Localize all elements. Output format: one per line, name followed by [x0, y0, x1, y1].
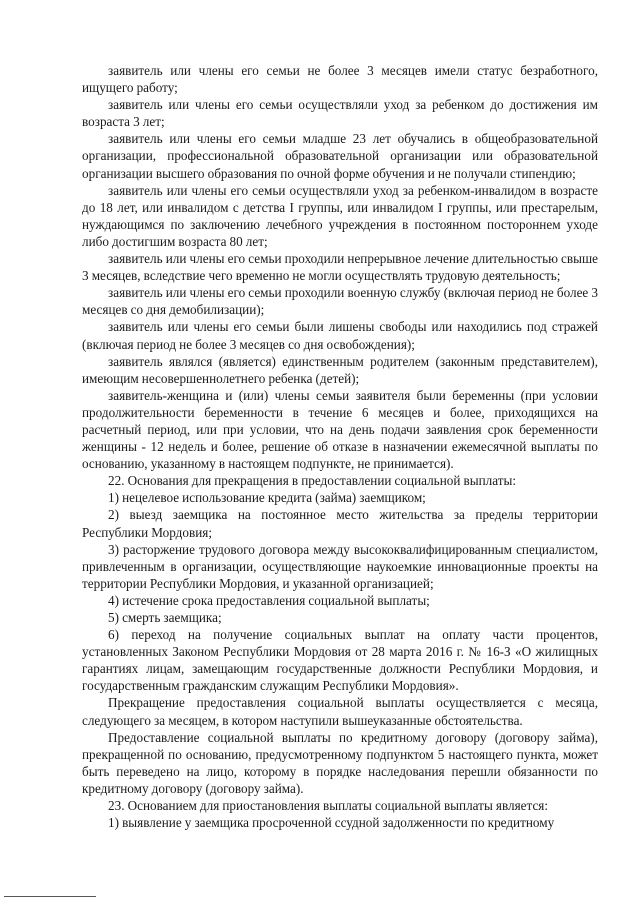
section-23-item-1: 1) выявление у заемщика просроченной ссудной задолженности по кредитному [108, 815, 555, 831]
paragraph-single-parent: заявитель являлся (является) единственным родителем (законным представителем), имеющим несовершеннолетнего ребенка (детей); [82, 353, 598, 386]
section-22-item-5: 5) смерть заемщика; [108, 610, 222, 625]
paragraph-military-service: заявитель или члены его семьи проходили военную службу (включая период не более 3 месяцев со дня демобилизации); [82, 285, 598, 318]
section-22-item-1: 1) нецелевое использование кредита (займа) заемщиком; [108, 490, 426, 506]
section-22-heading: 22. Основания для прекращения в предоставлении социальной выплаты: [108, 473, 517, 489]
document-body [82, 62, 598, 831]
section-23-heading: 23. Основанием для приостановления выплаты социальной выплаты является: [108, 798, 549, 814]
paragraph-medical-treatment: заявитель или члены его семьи проходили непрерывное лечение длительностью свыше 3 месяцев, вследствие чего временно не могли осуществлять трудовую деятельность; [82, 251, 598, 284]
paragraph-students: заявитель или члены его семьи младше 23 лет обучались в общеобразовательной организации, профессиональной образовательной организации или образовательной организации высшего образования по очной форме обучения и не получали стипендию; [82, 131, 598, 181]
section-22-item-3: 3) расторжение трудового договора между высококвалифицированным специалистом, привлеченным в организации, осуществляющие наукоемкие инновационные проекты на территории Республики Мордовия, и указанной организацией; [82, 541, 598, 591]
paragraph-child-care: заявитель или члены его семьи осуществляли уход за ребенком до достижения им возраста 3 лет; [82, 97, 598, 130]
paragraph-unemployed: заявитель или члены его семьи не более 3 месяцев имели статус безработного, ищущего работу; [82, 63, 598, 96]
paragraph-termination-timing: Прекращение предоставления социальной выплаты осуществляется с месяца, следующего за месяцем, в котором наступили вышеуказанные обстоятельства. [82, 695, 598, 728]
paragraph-pregnancy: заявитель-женщина и (или) члены семьи заявителя были беременны (при условии продолжительности беременности в течение 6 месяцев и более, приходящихся на расчетный период, или при условии, что на день подачи заявления срок беременности женщины - 12 недель и более, решение об отказе в назначении ежемесячной выплаты по основанию, указанному в настоящем подпункте, не принимается). [82, 387, 598, 472]
section-22-item-4: 4) истечение срока предоставления социальной выплаты; [108, 592, 430, 608]
paragraph-custody: заявитель или члены его семьи были лишены свободы или находились под стражей (включая период не более 3 месяцев со дня освобождения); [82, 319, 598, 352]
paragraph-disabled-care: заявитель или члены его семьи осуществляли уход за ребенком-инвалидом в возрасте до 18 лет, или инвалидом с детства I группы, или инвалидом I группы, или престарелым, нуждающимся по заключению лечебного учреждения в постоянном постороннем уходе либо достигшим возраста 80 лет; [82, 182, 598, 249]
footer-rule [4, 896, 96, 897]
section-22-item-6: 6) переход на получение социальных выплат на оплату части процентов, установленных Законом Республики Мордовия от 28 марта 2016 г. № 16-З «О жилищных гарантиях лицам, замещающим государственные должности Республики Мордовия, и государственным гражданским служащим Республики Мордовия». [82, 627, 598, 694]
section-22-item-2: 2) выезд заемщика на постоянное место жительства за пределы территории Республики Мордовия; [82, 507, 598, 540]
paragraph-inheritance-transfer: Предоставление социальной выплаты по кредитному договору (договору займа), прекращенной по основанию, предусмотренному подпунктом 5 настоящего пункта, может быть переведено на лицо, которому в порядке наследования перешли обязанности по кредитному договору (договору займа). [82, 729, 598, 796]
